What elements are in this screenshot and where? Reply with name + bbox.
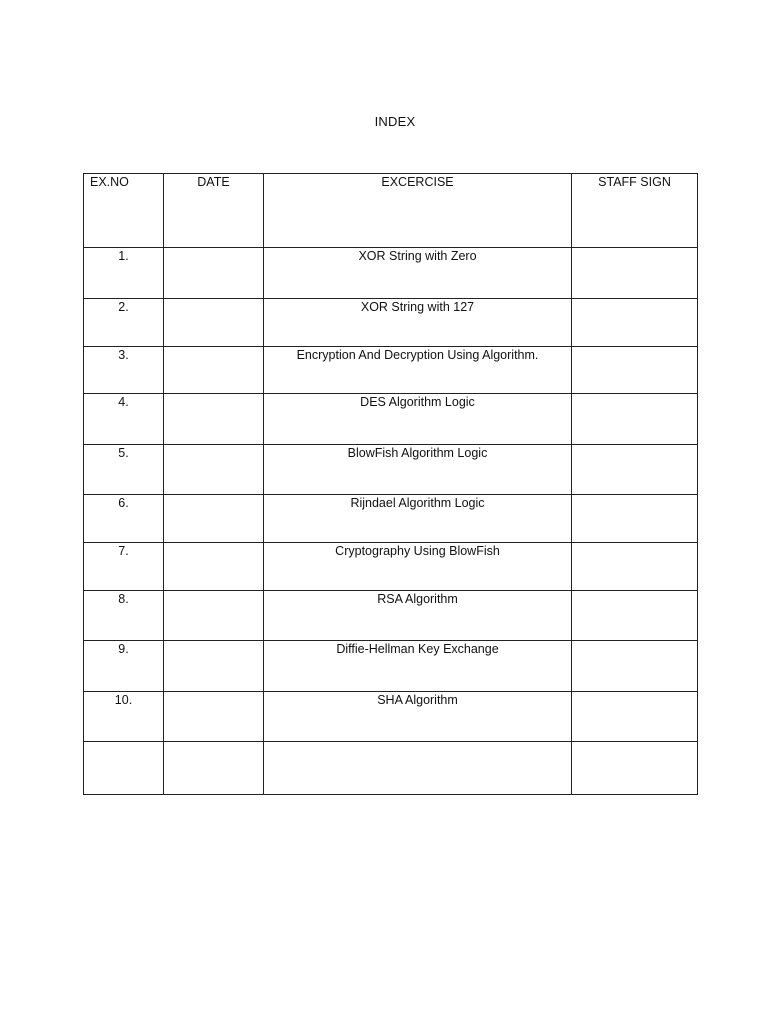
cell-date xyxy=(164,248,264,299)
index-table xyxy=(83,173,698,795)
table-row xyxy=(84,347,698,394)
cell-exercise: BlowFish Algorithm Logic xyxy=(264,445,572,495)
cell-exno: 10. xyxy=(84,692,164,742)
cell-date xyxy=(164,692,264,742)
cell-date xyxy=(164,591,264,641)
cell-staff-sign xyxy=(572,394,698,445)
cell-exercise: DES Algorithm Logic xyxy=(264,394,572,445)
header-staff-sign: STAFF SIGN xyxy=(572,174,698,248)
cell-date xyxy=(164,543,264,591)
cell-staff-sign xyxy=(572,299,698,347)
cell-exno: 1. xyxy=(84,248,164,299)
table-row xyxy=(84,543,698,591)
cell-staff-sign xyxy=(572,641,698,692)
cell-date xyxy=(164,742,264,795)
cell-staff-sign xyxy=(572,591,698,641)
cell-staff-sign xyxy=(572,543,698,591)
cell-exno: 5. xyxy=(84,445,164,495)
header-exercise: EXCERCISE xyxy=(264,174,572,248)
table-row xyxy=(84,692,698,742)
table-row xyxy=(84,248,698,299)
cell-staff-sign xyxy=(572,692,698,742)
cell-exercise: SHA Algorithm xyxy=(264,692,572,742)
cell-exercise: XOR String with Zero xyxy=(264,248,572,299)
cell-exno: 4. xyxy=(84,394,164,445)
cell-exercise: RSA Algorithm xyxy=(264,591,572,641)
table-row xyxy=(84,591,698,641)
cell-staff-sign xyxy=(572,495,698,543)
cell-staff-sign xyxy=(572,347,698,394)
header-date: DATE xyxy=(164,174,264,248)
cell-exno: 8. xyxy=(84,591,164,641)
table-row xyxy=(84,641,698,692)
cell-date xyxy=(164,445,264,495)
cell-exno: 6. xyxy=(84,495,164,543)
table-header-row xyxy=(84,174,698,248)
cell-date xyxy=(164,347,264,394)
cell-exno: 9. xyxy=(84,641,164,692)
cell-date xyxy=(164,495,264,543)
cell-exno: 2. xyxy=(84,299,164,347)
table-row xyxy=(84,495,698,543)
cell-exercise: Encryption And Decryption Using Algorithm. xyxy=(264,347,572,394)
cell-exno xyxy=(84,742,164,795)
cell-staff-sign xyxy=(572,445,698,495)
page-title: INDEX xyxy=(374,114,416,129)
cell-staff-sign xyxy=(572,742,698,795)
cell-date xyxy=(164,299,264,347)
cell-exercise: Cryptography Using BlowFish xyxy=(264,543,572,591)
cell-exno: 7. xyxy=(84,543,164,591)
table-row xyxy=(84,299,698,347)
cell-date xyxy=(164,394,264,445)
table-row xyxy=(84,394,698,445)
header-exno: EX.NO xyxy=(84,174,164,248)
cell-exercise: XOR String with 127 xyxy=(264,299,572,347)
cell-exno: 3. xyxy=(84,347,164,394)
table-row-empty xyxy=(84,742,698,795)
cell-exercise xyxy=(264,742,572,795)
cell-exercise: Diffie-Hellman Key Exchange xyxy=(264,641,572,692)
cell-date xyxy=(164,641,264,692)
table-row xyxy=(84,445,698,495)
cell-staff-sign xyxy=(572,248,698,299)
cell-exercise: Rijndael Algorithm Logic xyxy=(264,495,572,543)
